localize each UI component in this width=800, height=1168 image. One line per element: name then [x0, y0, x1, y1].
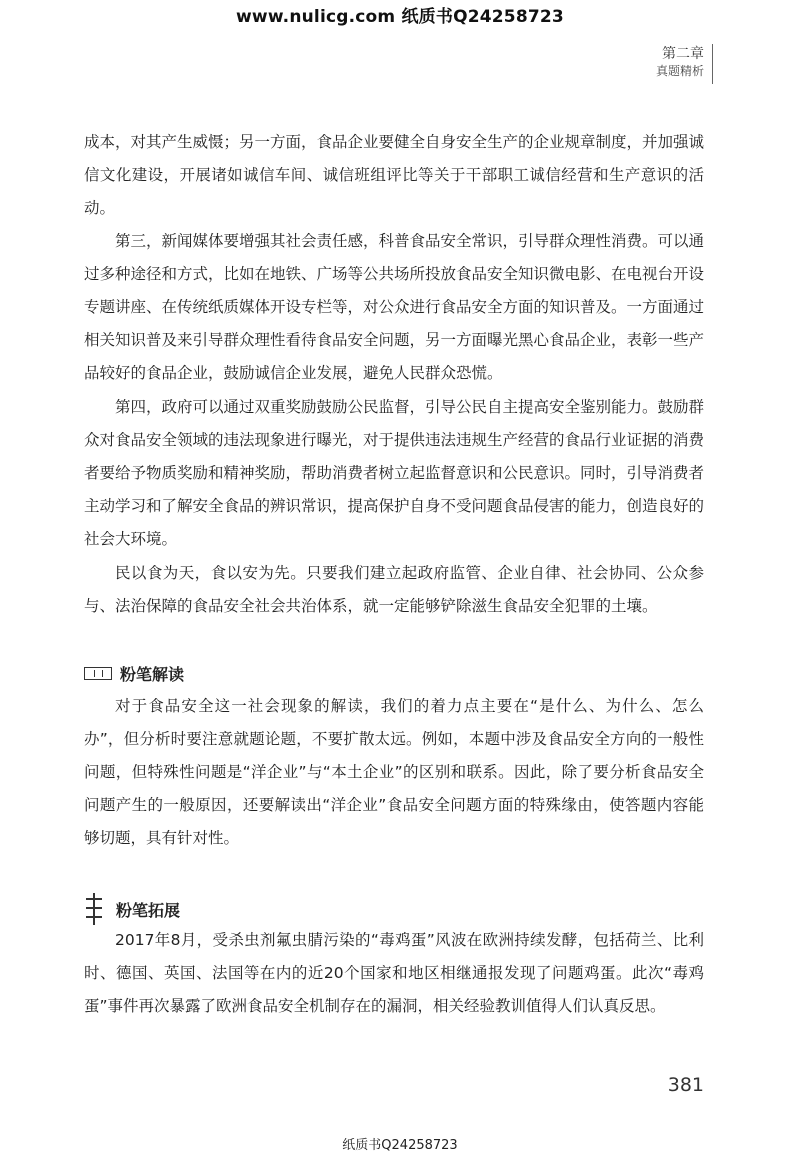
extend-icon [84, 893, 104, 925]
page-number: 381 [667, 1074, 704, 1096]
bottom-watermark: 纸质书Q24258723 [342, 1138, 458, 1153]
book-icon [84, 667, 112, 680]
section-text-read: 对于食品安全这一社会现象的解读，我们的着力点主要在“是什么、为什么、怎么办”，但分析时要注意就题论题，不要扩散太远。例如，本题中涉及食品安全方向的一般性问题，但特殊性问题是“洋企业”与“本土企业”的区别和联系。因此，除了要分析食品安全问题产生的一般原因，还要解读出“洋企业”食品安全问题方面的特殊缘由，使答题内容能够切题，具有针对性。 [84, 697, 704, 847]
section-title-read: 粉笔解读 [120, 665, 185, 684]
chapter-header [656, 46, 704, 79]
top-watermark: www.nulicg.com 纸质书Q24258723 [236, 7, 564, 27]
section-header-read [84, 662, 184, 685]
paragraph-third: 第三，新闻媒体要增强其社会责任感，科普食品安全常识，引导群众理性消费。可以通过多种途径和方式，比如在地铁、广场等公共场所投放食品安全知识微电影、在电视台开设专题讲座、在传统纸质媒体开设专栏等，对公众进行食品安全方面的知识普及。一方面通过相关知识普及来引导群众理性看待食品安全问题，另一方面曝光黑心食品企业，表彰一些产品较好的食品企业，鼓励诚信企业发展，避免人民群众恐慌。 [84, 232, 705, 382]
header-divider [712, 44, 713, 84]
paragraph-conclusion: 民以食为天，食以安为先。只要我们建立起政府监管、企业自律、社会协同、公众参与、法治保障的食品安全社会共治体系，就一定能够铲除滋生食品安全犯罪的土壤。 [84, 564, 704, 615]
chapter-title: 第二章 [662, 46, 704, 62]
chapter-subtitle: 真题精析 [655, 63, 704, 78]
paragraph-continuation: 成本，对其产生威慑；另一方面，食品企业要健全自身安全生产的企业规章制度，并加强诚信文化建设，开展诸如诚信车间、诚信班组评比等关于干部职工诚信经营和生产意识的活动。 [84, 133, 705, 217]
paragraph-fourth: 第四，政府可以通过双重奖励鼓励公民监督，引导公民自主提高安全鉴别能力。鼓励群众对食品安全领域的违法现象进行曝光，对于提供违法违规生产经营的食品行业证据的消费者要给予物质奖励和精神奖励，帮助消费者树立起监督意识和公民意识。同时，引导消费者主动学习和了解安全食品的辨识常识，提高保护自身不受问题食品侵害的能力，创造良好的社会大环境。 [84, 398, 705, 548]
section-header-extend [84, 893, 180, 925]
section-title-extend: 粉笔拓展 [116, 900, 181, 920]
section-text-extend: 2017年8月，受杀虫剂氟虫腈污染的“毒鸡蛋”风波在欧洲持续发酵，包括荷兰、比利时、德国、英国、法国等在内的近20个国家和地区相继通报发现了问题鸡蛋。此次“毒鸡蛋”事件再次暴露了欧洲食品安全机制存在的漏洞，相关经验教训值得人们认真反思。 [84, 931, 704, 1015]
